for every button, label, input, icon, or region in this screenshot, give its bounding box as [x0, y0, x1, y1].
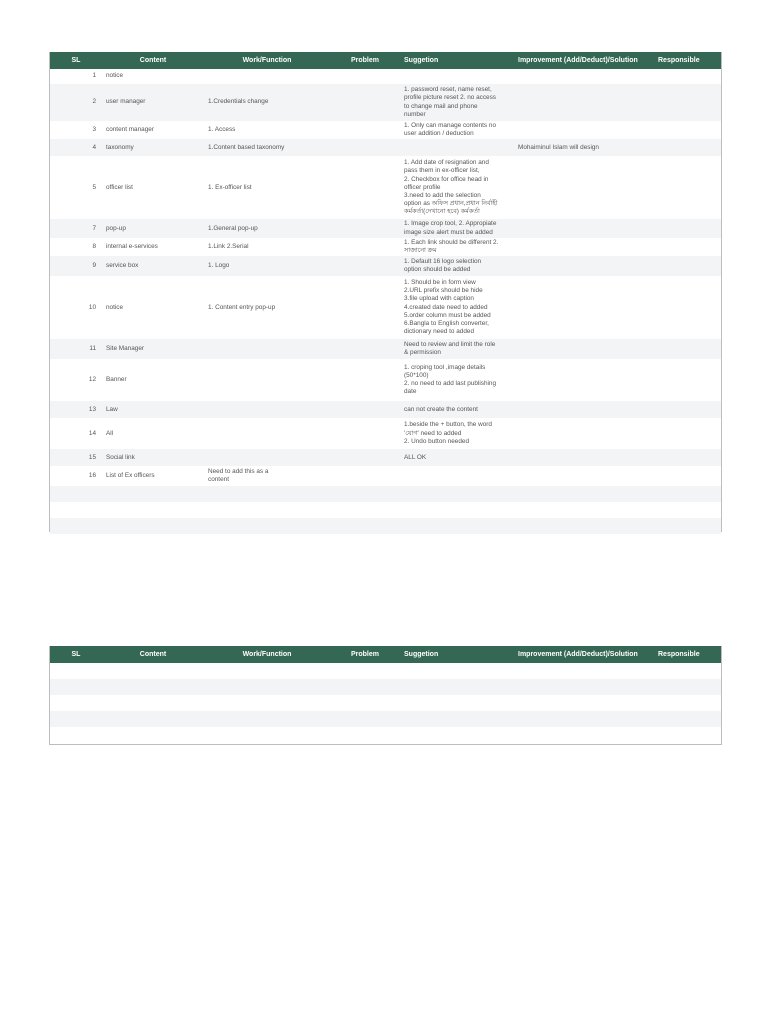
cell-problem	[330, 449, 400, 466]
cell-improvement	[514, 359, 654, 401]
empty-cell	[514, 711, 654, 727]
cell-content: Social link	[102, 449, 204, 466]
table-row	[50, 69, 721, 84]
header-suggestion: Suggetion	[400, 646, 514, 663]
empty-cell	[50, 486, 102, 502]
cell-sl: 11	[50, 339, 102, 359]
empty-cell	[204, 663, 330, 679]
cell-work-function: 1.Credentials change	[204, 84, 330, 121]
cell-responsible	[654, 339, 721, 359]
cell-problem	[330, 359, 400, 401]
cell-problem	[330, 276, 400, 339]
cell-work-function	[204, 449, 330, 466]
cell-content: content manager	[106, 126, 154, 134]
empty-cell	[50, 695, 102, 711]
empty-cell	[102, 502, 204, 518]
cell-responsible	[654, 418, 721, 449]
empty-cell	[514, 695, 654, 711]
empty-cell	[50, 502, 102, 518]
empty-cell	[654, 695, 721, 711]
empty-cell	[102, 727, 204, 743]
empty-cell	[514, 502, 654, 518]
table-row	[50, 276, 721, 339]
cell-work-function	[204, 401, 330, 418]
cell-work-function: 1. Content entry pop-up	[208, 303, 276, 311]
cell-suggestion: 1. Each link should be different 2. সাজানো ক্রম	[404, 238, 499, 255]
empty-cell	[102, 679, 204, 695]
cell-problem	[330, 466, 400, 486]
table-row	[50, 339, 721, 359]
cell-suggestion: 1.beside the + button, the word 'যোগ' need to added 2. Undo button needed	[404, 421, 492, 445]
cell-suggestion: 1. Add date of resignation and pass them in ex-officer list, 2. Checkbox for office head in officer profile 3.need to add the selection option as অফিস প্রধান,প্রধান নির্বাহী কর্মকর্তা(দেখানো হবে) কর্মকর্তা	[404, 159, 498, 216]
empty-cell	[50, 711, 102, 727]
empty-cell	[204, 518, 330, 534]
empty-cell	[102, 695, 204, 711]
cell-content: All	[106, 429, 114, 437]
cell-improvement	[514, 256, 654, 276]
header-content: Content	[102, 52, 204, 69]
cell-sl: 2	[50, 84, 102, 121]
cell-responsible	[654, 69, 721, 84]
cell-improvement	[514, 466, 654, 486]
cell-work-function: 1. Ex-officer list	[208, 183, 252, 191]
cell-sl: 3	[92, 126, 96, 134]
cell-work-function: 1.Content based taxonomy	[204, 139, 330, 156]
cell-problem	[330, 219, 400, 237]
header-sl: SL	[50, 646, 102, 663]
empty-cell	[654, 727, 721, 743]
empty-cell	[514, 486, 654, 502]
cell-responsible	[654, 401, 721, 418]
header-suggestion: Suggetion	[400, 52, 514, 69]
cell-work-function	[204, 359, 330, 401]
table-row	[50, 449, 721, 466]
cell-content: Site Manager	[102, 339, 204, 359]
empty-cell	[50, 518, 102, 534]
empty-cell	[514, 518, 654, 534]
empty-row	[50, 518, 721, 534]
cell-improvement	[514, 69, 654, 84]
empty-cell	[400, 486, 514, 502]
cell-suggestion: 1. Only can manage contents no user addition / deduction	[404, 122, 497, 138]
cell-improvement	[514, 84, 654, 121]
cell-work-function: 1. Logo	[204, 256, 330, 276]
cell-work-function	[204, 339, 330, 359]
empty-cell	[204, 486, 330, 502]
header-problem: Problem	[330, 646, 400, 663]
cell-problem	[330, 401, 400, 418]
cell-content: List of Ex officers	[106, 472, 155, 480]
review-table-empty	[50, 646, 721, 743]
sheet-table-2	[49, 646, 722, 745]
cell-responsible	[654, 121, 721, 139]
empty-cell	[330, 679, 400, 695]
cell-sl: 4	[50, 139, 102, 156]
cell-improvement	[514, 121, 654, 139]
cell-responsible	[654, 359, 721, 401]
cell-suggestion: 1. croping tool ,image details (50*100) 2. no need to add last publishing date	[404, 363, 497, 396]
empty-cell	[330, 727, 400, 743]
empty-cell	[330, 711, 400, 727]
empty-cell	[50, 679, 102, 695]
cell-content: notice	[106, 303, 124, 311]
cell-responsible	[654, 256, 721, 276]
empty-cell	[330, 518, 400, 534]
cell-work-function: 1.General pop-up	[204, 219, 330, 237]
cell-suggestion: ALL OK	[400, 449, 514, 466]
header-content: Content	[102, 646, 204, 663]
cell-content: Law	[102, 401, 204, 418]
cell-problem	[330, 339, 400, 359]
cell-suggestion: 1. Image crop tool, 2. Appropiate image size alert must be added	[400, 219, 514, 237]
empty-cell	[330, 695, 400, 711]
empty-cell	[514, 679, 654, 695]
cell-improvement	[514, 156, 654, 219]
cell-work-function	[204, 418, 330, 449]
header-improvement: Improvement (Add/Deduct)/Solution	[514, 646, 654, 663]
empty-cell	[102, 486, 204, 502]
empty-cell	[400, 695, 514, 711]
table-row	[50, 84, 721, 121]
empty-cell	[400, 663, 514, 679]
table-row	[50, 359, 721, 401]
cell-responsible	[654, 219, 721, 237]
sheet-table-1	[49, 52, 722, 532]
table-row	[50, 156, 721, 219]
cell-improvement: Mohaiminul Islam will design	[514, 139, 654, 156]
empty-cell	[654, 711, 721, 727]
cell-sl: 9	[50, 256, 102, 276]
cell-responsible	[654, 466, 721, 486]
header-sl: SL	[50, 52, 102, 69]
empty-row	[50, 663, 721, 679]
cell-responsible	[654, 156, 721, 219]
table-row	[50, 418, 721, 449]
cell-improvement	[514, 276, 654, 339]
cell-responsible	[654, 276, 721, 339]
table-row	[50, 401, 721, 418]
cell-problem	[330, 418, 400, 449]
cell-sl: 14	[88, 429, 96, 437]
cell-problem	[330, 69, 400, 84]
empty-cell	[330, 663, 400, 679]
header-row	[50, 646, 721, 663]
cell-problem	[330, 84, 400, 121]
table-row	[50, 466, 721, 486]
cell-problem	[330, 238, 400, 256]
empty-cell	[204, 502, 330, 518]
table-row	[50, 256, 721, 276]
cell-suggestion	[400, 139, 514, 156]
cell-content: officer list	[106, 183, 133, 191]
header-improvement: Improvement (Add/Deduct)/Solution	[514, 52, 654, 69]
cell-responsible	[654, 449, 721, 466]
table-row	[50, 121, 721, 139]
cell-sl: 10	[88, 303, 96, 311]
empty-cell	[654, 663, 721, 679]
empty-cell	[204, 711, 330, 727]
cell-sl: 13	[50, 401, 102, 418]
empty-cell	[400, 679, 514, 695]
cell-work-function	[204, 69, 330, 84]
empty-cell	[400, 711, 514, 727]
cell-problem	[330, 139, 400, 156]
cell-sl: 1	[92, 72, 96, 80]
cell-content: internal e-services	[106, 242, 158, 250]
empty-cell	[514, 663, 654, 679]
cell-problem	[330, 156, 400, 219]
cell-improvement	[514, 418, 654, 449]
cell-work-function: Need to add this as a content	[208, 468, 269, 484]
empty-cell	[654, 518, 721, 534]
cell-work-function: 1. Access	[208, 126, 236, 134]
cell-suggestion: 1. Default 16 logo selection option should be added	[400, 256, 514, 276]
cell-improvement	[514, 449, 654, 466]
cell-suggestion: 1. Should be in form view 2.URL prefix should be hide 3.file upload with caption 4.created date need to added 5.order column must be added 6.Bangla to English converter, dictionary need to added	[404, 279, 491, 336]
empty-cell	[400, 727, 514, 743]
cell-improvement	[514, 238, 654, 256]
table-row	[50, 238, 721, 256]
header-responsible: Responsible	[654, 52, 721, 69]
cell-content: pop-up	[102, 219, 204, 237]
empty-row	[50, 486, 721, 502]
empty-row	[50, 695, 721, 711]
empty-row	[50, 727, 721, 743]
cell-content: Banner	[106, 376, 127, 384]
table-row	[50, 219, 721, 237]
cell-sl: 12	[88, 376, 96, 384]
cell-sl: 5	[92, 183, 96, 191]
cell-suggestion	[400, 69, 514, 84]
empty-cell	[50, 727, 102, 743]
header-work-function: Work/Function	[204, 646, 330, 663]
cell-work-function: 1.Link 2.Serial	[208, 242, 249, 250]
empty-cell	[102, 711, 204, 727]
empty-cell	[330, 486, 400, 502]
empty-row	[50, 679, 721, 695]
header-problem: Problem	[330, 52, 400, 69]
cell-sl: 15	[50, 449, 102, 466]
cell-content: service box	[102, 256, 204, 276]
empty-cell	[514, 727, 654, 743]
cell-suggestion: can not create the content	[400, 401, 514, 418]
header-responsible: Responsible	[654, 646, 721, 663]
empty-cell	[400, 502, 514, 518]
empty-cell	[204, 679, 330, 695]
empty-cell	[330, 502, 400, 518]
empty-cell	[654, 502, 721, 518]
empty-cell	[654, 486, 721, 502]
cell-content: user manager	[102, 84, 204, 121]
empty-cell	[654, 679, 721, 695]
cell-responsible	[654, 139, 721, 156]
cell-responsible	[654, 238, 721, 256]
header-row	[50, 52, 721, 69]
cell-sl: 16	[88, 472, 96, 480]
cell-suggestion: 1. password reset, name reset, profile picture reset 2. no access to change mail and phone number	[400, 84, 514, 121]
header-work-function: Work/Function	[204, 52, 330, 69]
cell-content: taxonomy	[102, 139, 204, 156]
cell-content: notice	[106, 72, 124, 80]
cell-sl: 8	[92, 242, 96, 250]
cell-suggestion	[400, 466, 514, 486]
table-row	[50, 139, 721, 156]
empty-cell	[102, 518, 204, 534]
empty-cell	[50, 663, 102, 679]
cell-improvement	[514, 219, 654, 237]
cell-sl: 7	[50, 219, 102, 237]
empty-cell	[204, 695, 330, 711]
empty-row	[50, 502, 721, 518]
empty-row	[50, 711, 721, 727]
cell-improvement	[514, 339, 654, 359]
cell-improvement	[514, 401, 654, 418]
cell-problem	[330, 256, 400, 276]
empty-cell	[204, 727, 330, 743]
empty-cell	[102, 663, 204, 679]
cell-responsible	[654, 84, 721, 121]
cell-suggestion: Need to review and limit the role & permission	[400, 339, 514, 359]
cell-problem	[330, 121, 400, 139]
review-table	[50, 52, 721, 534]
empty-cell	[400, 518, 514, 534]
